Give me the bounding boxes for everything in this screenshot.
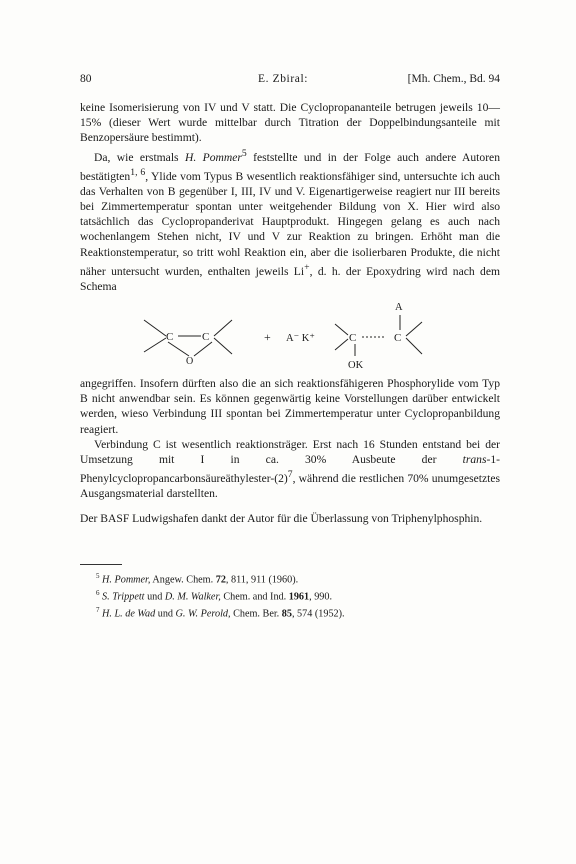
footnote-pages: , 990.	[309, 591, 333, 603]
bond-right-lower	[214, 338, 232, 354]
footnote-authors-2: D. M. Walker,	[164, 591, 221, 603]
reaction-scheme-drawing	[80, 298, 500, 373]
trans-prefix: trans	[462, 453, 487, 467]
paragraph-2	[80, 146, 500, 294]
bond-p-right-upper	[406, 322, 422, 336]
footnote-source: Angew. Chem.	[150, 574, 216, 586]
bond-c-o-right	[194, 342, 212, 356]
footnote-7	[96, 604, 500, 621]
paragraph-2-part1: Da, wie erstmals	[94, 150, 185, 164]
reagent-label: A⁻ K⁺	[286, 333, 315, 345]
running-journal: [Mh. Chem., Bd. 94	[407, 73, 500, 85]
reaction-scheme	[80, 298, 500, 373]
footnote-source: Chem. Ber.	[230, 608, 282, 620]
paragraph-3: angegriffen. Insofern dürften also die an sich reaktionsfähigeren Phosphorylide vom Typ B nicht anwendbar sein. Es können gegenwärtig keine Vorstellungen darüber entwickelt werden, wieso Verbindung III spontan bei Zimmertemperatur unter Cyclopropanbildung reagiert.	[80, 377, 500, 436]
product-atom-a: A	[395, 302, 403, 314]
product-atom-ok: OK	[348, 360, 364, 372]
paragraph-2-part3: , Ylide vom Typus B wesentlich reaktionsfähiger sind, untersuchte ich auch das Verhalten von B gegenüber I, III, IV und V. Eigenartigerweise reagiert nur III bereits bei Zimmertemperatur spontan unter weitgehender Bildung von X. Hier wird also tatsächlich das Cyclopropanderivat Hauptprodukt. Hingegen gelang es auch nach wochenlangem Stehen nicht, IV und V zur Reaktion zu bringen. Erhöht man die Reaktionstemperatur, so tritt wohl Reaktion ein, aber die isolierbaren Produkte, die nicht näher untersucht wurden, enthalten jeweils Li	[80, 169, 500, 278]
bond-right-upper	[214, 320, 232, 336]
footnote-pages: , 574 (1952).	[291, 608, 345, 620]
footnote-rule	[80, 564, 122, 565]
footnote-authors: H. L. de Wad	[102, 608, 156, 620]
footnote-volume: 1961	[288, 591, 310, 603]
paragraph-4	[80, 437, 500, 502]
bond-left-upper	[144, 320, 166, 336]
footnote-and: und	[155, 608, 176, 620]
plus-sign: +	[264, 330, 271, 345]
bond-p-left-lower	[335, 339, 348, 350]
footnote-authors: S. Trippett	[102, 591, 145, 603]
footnote-number: 6	[96, 588, 100, 597]
paragraph-4-part1: Verbindung C ist wesentlich reaktionsträger. Erst nach 16 Stunden entstand bei der Umsetzung mit I in ca. 30% Ausbeute der	[80, 437, 500, 467]
atom-c-left: C	[166, 331, 174, 344]
footnote-pages: , 811, 911 (1960).	[225, 574, 299, 586]
bond-p-left-upper	[335, 324, 348, 335]
ref-sup-5: 5	[241, 147, 247, 159]
product-atom-c-right: C	[394, 332, 402, 345]
atom-o: O	[186, 356, 194, 368]
paragraph-2-part4: , d. h. der Epoxydring wird nach dem Schema	[80, 264, 500, 293]
running-author: E. Zbiral:	[258, 73, 309, 85]
author-pommer: H. Pommer	[184, 150, 242, 164]
footnotes	[96, 570, 500, 621]
page-number: 80	[80, 73, 92, 85]
footnote-5	[96, 570, 500, 587]
running-header	[80, 73, 500, 89]
footnote-volume: 85	[281, 608, 292, 620]
li-charge-sup: +	[304, 261, 310, 273]
atom-c-right: C	[202, 331, 210, 344]
ref-sup-7: 7	[287, 469, 293, 481]
ref-sup-1-6: 1, 6	[130, 166, 146, 178]
acknowledgment: Der BASF Ludwigshafen dankt der Autor für die Überlassung von Triphenylphosphin.	[80, 511, 483, 525]
footnote-authors: H. Pommer,	[102, 574, 151, 586]
product-atom-c-left: C	[349, 332, 357, 345]
paragraph-2-part2: feststellte und in der Folge auch andere Autoren bestätigten	[80, 150, 500, 183]
paragraph-1: keine Isomerisierung von IV und V statt. Die Cyclopropananteile betrugen jeweils 10—15% (dieser Wert wurde mittelbar durch Titration der Doppelbindungsanteile mit Benzopersäure bestimmt).	[80, 101, 500, 145]
bond-p-right-lower	[406, 338, 422, 354]
paragraph-4-part2: -1-Phenylcyclopropancarbonsäureäthylester-(2)	[80, 453, 500, 486]
footnote-number: 7	[96, 605, 100, 614]
paragraph-4-part3: , während die restlichen 70% unumgesetztes Ausgangsmaterial darstellten.	[80, 472, 500, 501]
bond-left-lower	[144, 338, 166, 352]
body-text	[80, 100, 500, 526]
footnote-and: und	[144, 591, 165, 603]
bond-c-o-left	[168, 342, 189, 356]
footnote-volume: 72	[215, 574, 226, 586]
footnote-number: 5	[96, 572, 100, 580]
footnote-6	[96, 587, 500, 604]
footnote-source: Chem. and Ind.	[220, 591, 289, 603]
footnote-authors-2: G. W. Perold,	[175, 608, 231, 620]
